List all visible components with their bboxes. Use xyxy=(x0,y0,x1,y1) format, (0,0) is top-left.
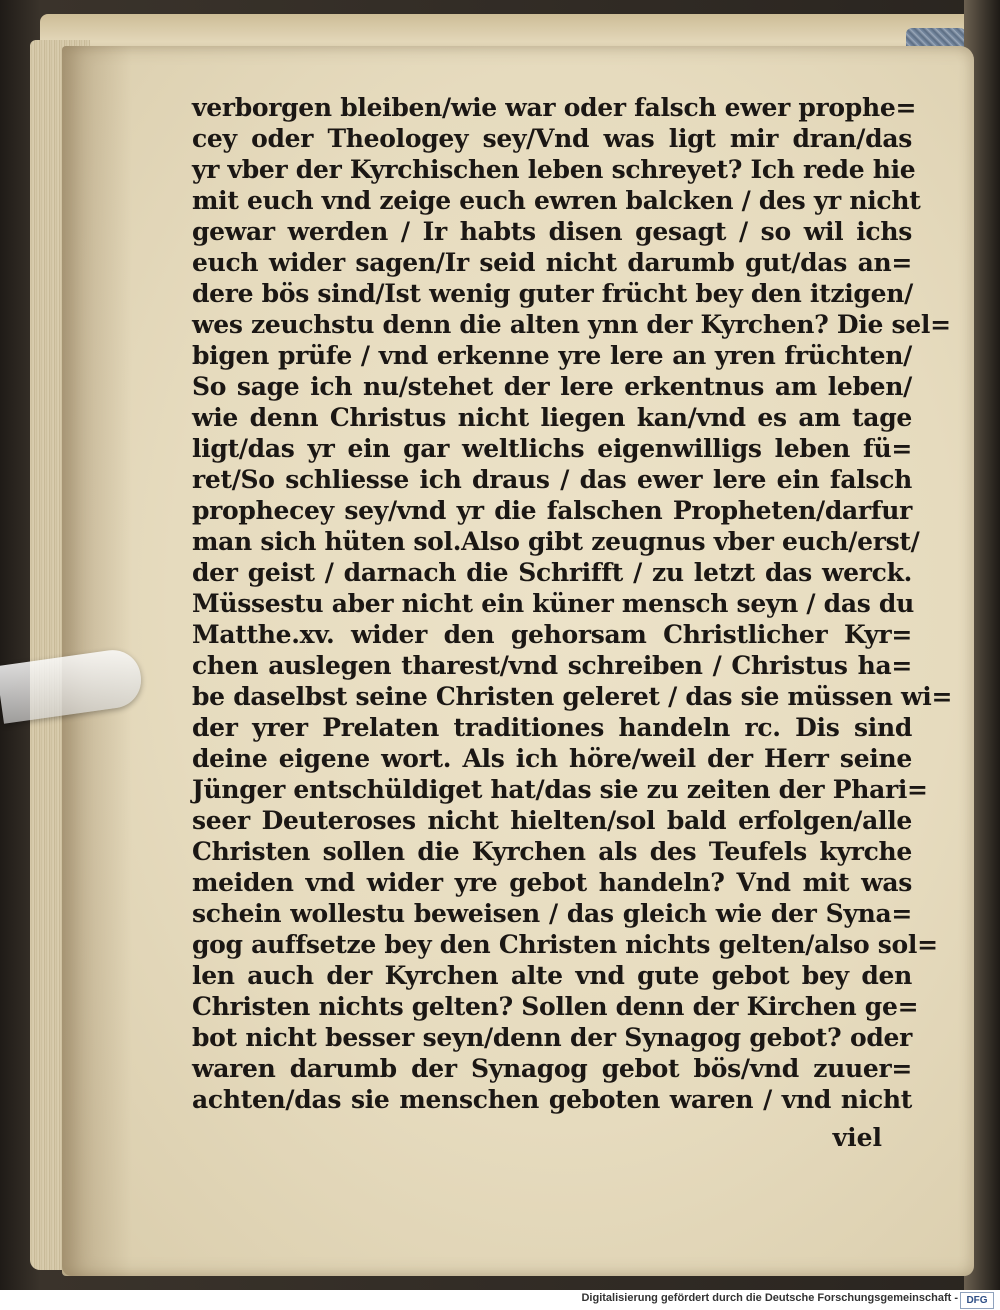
text-line: Christen sollen die Kyrchen als des Teufels kyrche xyxy=(192,837,912,866)
text-line: bigen prüfe / vnd erkenne yre lere an yren früchten/ xyxy=(192,341,912,370)
footer-bar xyxy=(0,1290,1000,1310)
text-line: der geist / darnach die Schrifft / zu letzt das werck. xyxy=(192,558,912,587)
text-line: waren darumb der Synagog gebot bös/vnd zuuer= xyxy=(192,1054,912,1083)
text-line: deine eigene wort. Als ich höre/weil der Herr seine xyxy=(192,744,912,773)
text-line: be daselbst seine Christen geleret / das sie müssen wi= xyxy=(192,682,953,711)
text-line: wie denn Christus nicht liegen kan/vnd es am tage xyxy=(192,403,912,432)
text-line: gewar werden / Ir habts disen gesagt / so wil ichs xyxy=(192,217,912,246)
text-line: yr vber der Kyrchischen leben schreyet? Ich rede hie xyxy=(192,155,916,184)
text-line: euch wider sagen/Ir seid nicht darumb gut/das an= xyxy=(192,248,912,277)
text-line: schein wollestu beweisen / das gleich wie der Syna= xyxy=(192,899,912,928)
text-line: dere bös sind/Ist wenig guter frücht bey den itzigen/ xyxy=(192,279,913,308)
dfg-logo: DFG xyxy=(960,1292,994,1309)
text-line: achten/das sie menschen geboten waren / vnd nicht xyxy=(192,1085,912,1114)
text-line: ligt/das yr ein gar weltlichs eigenwilligs leben fü= xyxy=(192,434,912,463)
text-line: man sich hüten sol.Also gibt zeugnus vber euch/erst/ xyxy=(192,527,920,556)
text-line: Matthe.xv. wider den gehorsam Christlicher Kyr= xyxy=(192,620,912,649)
text-line: meiden vnd wider yre gebot handeln? Vnd mit was xyxy=(192,868,912,897)
text-line: len auch der Kyrchen alte vnd gute gebot bey den xyxy=(192,961,912,990)
text-line: seer Deuteroses nicht hielten/sol bald erfolgen/alle xyxy=(192,806,912,835)
text-line: wes zeuchstu denn die alten ynn der Kyrchen? Die sel= xyxy=(192,310,951,339)
text-line: So sage ich nu/stehet der lere erkentnus am leben/ xyxy=(192,372,912,401)
text-line: Jünger entschüldiget hat/das sie zu zeiten der Phari= xyxy=(192,775,928,804)
text-line: prophecey sey/vnd yr die falschen Propheten/darfur xyxy=(192,496,912,525)
page-text-block xyxy=(192,92,953,1115)
text-line: der yrer Prelaten traditiones handeln rc. Dis sind xyxy=(192,713,912,742)
catchword: viel xyxy=(832,1123,882,1152)
text-line: Christen nichts gelten? Sollen denn der Kirchen ge= xyxy=(192,992,919,1021)
text-line: chen auslegen tharest/vnd schreiben / Christus ha= xyxy=(192,651,912,680)
text-line: bot nicht besser seyn/denn der Synagog gebot? oder xyxy=(192,1023,912,1052)
text-line: Müssestu aber nicht ein küner mensch seyn / das du xyxy=(192,589,914,618)
funding-credit: Digitalisierung gefördert durch die Deutsche Forschungsgemeinschaft - xyxy=(581,1292,958,1304)
text-line: cey oder Theologey sey/Vnd was ligt mir dran/das xyxy=(192,124,912,153)
text-line: verborgen bleiben/wie war oder falsch ewer prophe= xyxy=(192,93,917,122)
text-line: ret/So schliesse ich draus / das ewer lere ein falsch xyxy=(192,465,912,494)
text-line: mit euch vnd zeige euch ewren balcken / des yr nicht xyxy=(192,186,921,215)
text-line: gog auffsetze bey den Christen nichts gelten/also sol= xyxy=(192,930,938,959)
